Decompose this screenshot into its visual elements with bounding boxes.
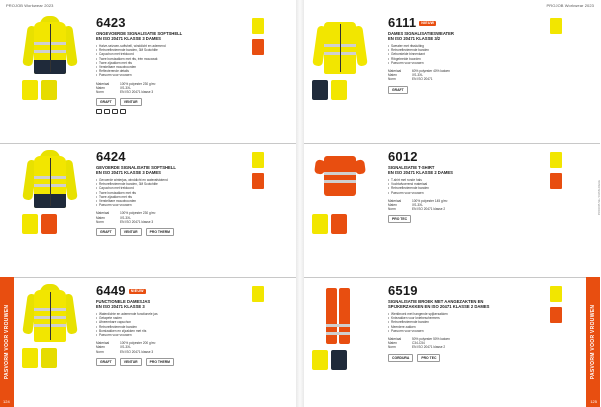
feature-item: • Reflecterende details [96, 69, 246, 73]
product-title-1: ONGEVOERDE SIGNALISATIE SOFTSHELL [96, 31, 183, 36]
product-title-2: EN ISO 20471 KLASSE 3 [96, 304, 145, 309]
graft-logo: GRAFT [96, 358, 116, 366]
product-6012 [304, 144, 600, 278]
dry-clean-icon [120, 109, 126, 114]
sweater-front-illustration [312, 16, 368, 76]
page-number: 125 [590, 399, 597, 404]
certification-logos [388, 86, 538, 94]
product-image [22, 284, 78, 368]
feature-item: • Meerdere zakken [388, 325, 538, 329]
product-image [312, 16, 368, 100]
feature-item: • Retroreflecterende banden, 3M Scotchlite [96, 48, 246, 52]
product-image [22, 16, 78, 100]
no-bleach-icon [104, 109, 110, 114]
thumb-dark [312, 80, 328, 100]
product-number: 6111 NIEUW [388, 15, 435, 30]
product-title-2: EN ISO 20471 KLASSE 3 DAMES [96, 170, 161, 175]
graft-logo: GRAFT [96, 98, 116, 106]
feature-list [96, 44, 246, 78]
certification-logos [96, 98, 246, 106]
vertical-note: PROJOB.SE / CATALOGUE [597, 180, 601, 216]
feature-list [388, 44, 538, 65]
feature-item: • Twee zijzakken met rits [96, 195, 246, 199]
wash-icon [96, 109, 102, 114]
swatch-yellow [252, 152, 264, 168]
product-title-1: GEVOERDE SIGNALISATIE SOFTSHELL [96, 165, 176, 170]
feature-item: • Werkbroek met hangende spijkerzakken [388, 312, 538, 316]
feature-item: • Ribgebreide boorden [388, 57, 538, 61]
thumb-dark [331, 350, 347, 370]
feature-item: • Getapete naden [96, 316, 246, 320]
feature-item: • Sweater met ritssluiting [388, 44, 538, 48]
feature-item: • Twee zijzakken met rits [96, 61, 246, 65]
feature-item: • Geborstelde binnenkant [388, 52, 538, 56]
feature-list [96, 178, 246, 207]
product-title-2: EN ISO 20471 KLASSE 2 DAMES [388, 170, 453, 175]
product-image [312, 284, 368, 370]
product-title-1: FUNCTIONELE DAMESJAS [96, 299, 151, 304]
spec-table: Materiaal 100% polyester 145 g/m² Maten XS-3XL Norm EN ISO 20471 klasse 2 [388, 198, 448, 212]
swatch-yellow [550, 152, 562, 168]
feature-item: • Twee borstzakken met rits [96, 191, 246, 195]
spec-table: Materiaal 100% polyester 230 g/m² Maten XS-3XL Norm EN ISO 20471 klasse 3 [96, 81, 156, 95]
product-6111 [304, 10, 600, 144]
product-6424 [0, 144, 296, 278]
feature-item: • Retroreflecterende banden, 3M Scotchlite [96, 182, 246, 186]
feature-item: • Pasvorm voor vrouwen [388, 191, 538, 195]
feature-list [388, 178, 538, 195]
spec-table: Materiaal 50% polyester 50% katoen Maten C34-C54 Norm EN ISO 20471 klasse 2 [388, 337, 450, 350]
feature-item: • Pasvorm voor vrouwen [96, 203, 246, 207]
spec-table: Materiaal 100% polyester 200 g/m² Maten XS-3XL Norm EN ISO 20471 klasse 3 [96, 341, 156, 354]
color-swatches [550, 286, 588, 328]
feature-item: • Retroreflecterende banden [388, 48, 538, 52]
thumb-yellow [312, 350, 328, 370]
feature-item: • Gevoerde winterjas, winddicht en waterafstotend [96, 178, 246, 182]
thumb-back [331, 80, 347, 100]
feature-item: • Halve-seizoen-softshell, winddicht en ademend [96, 44, 246, 48]
swatch-orange [252, 173, 264, 189]
protec-logo: PRO TEC [417, 354, 440, 362]
graft-logo: GRAFT [96, 228, 116, 236]
certification-logos [388, 354, 538, 362]
product-number: 6424 [96, 149, 126, 164]
page-number: 124 [3, 399, 10, 404]
thumb-back [22, 214, 38, 234]
iron-icon [112, 109, 118, 114]
thumb-orange [41, 214, 57, 234]
product-text [388, 284, 538, 362]
product-image [22, 150, 78, 234]
color-swatches [252, 18, 290, 60]
feature-item: • Pasvorm voor vrouwen [388, 61, 538, 65]
new-badge: NIEUW [421, 21, 435, 26]
product-number: 6519 [388, 283, 418, 298]
color-swatches [550, 18, 588, 39]
feature-item: • Verstelbare mouwboorden [96, 199, 246, 203]
thumb-side [41, 80, 57, 100]
spec-table: Materiaal 60% polyester 40% katoen Maten XS-3XL Norm EN ISO 20471 [388, 69, 450, 82]
jacket-front-illustration [22, 16, 78, 76]
swatch-orange [252, 39, 264, 55]
graft-logo: GRAFT [388, 86, 408, 94]
product-text [96, 16, 246, 114]
product-number: 6449 NIEUW [96, 283, 144, 298]
product-text [388, 16, 538, 94]
swatch-yellow [252, 18, 264, 34]
product-6423 [0, 10, 296, 144]
gutter [296, 0, 304, 407]
cordura-logo: CORDURA [388, 354, 413, 362]
right-page [304, 0, 600, 407]
feature-item: • Capuchon met trekkoord [96, 52, 246, 56]
product-title-2: EN ISO 20471 KLASSE 3 DAMES [96, 36, 161, 41]
feature-item: • Pasvorm voor vrouwen [388, 329, 538, 333]
product-number: 6423 [96, 15, 126, 30]
certification-logos [388, 215, 538, 223]
feature-item: • Capuchon met trekkoord [96, 186, 246, 190]
swatch-orange [550, 307, 562, 323]
feature-list [96, 312, 246, 337]
feature-item: • Afneembare capuchon [96, 320, 246, 324]
section-tab: PASVORM VOOR VROUWEN [0, 277, 14, 407]
feature-item: • T-shirt met ronde hals [388, 178, 538, 182]
product-6519 [304, 278, 600, 407]
feature-item: • Vochtafvoerend materiaal [388, 182, 538, 186]
product-text [96, 150, 246, 236]
protherm-logo: PRO THERM [146, 228, 174, 236]
thumb-back [22, 80, 38, 100]
certification-logos [96, 228, 246, 236]
swatch-orange [550, 173, 562, 189]
jacket-front-illustration [22, 150, 78, 210]
ventur-logo: VENTUR [120, 228, 142, 236]
product-title-2: SPIJKERZAKKEN EN ISO 20471 KLASSE 2 DAMES [388, 304, 490, 309]
feature-item: • Waterdichte en ademende functionele jas [96, 312, 246, 316]
running-head: PROJOB Workwear 2023 [6, 3, 54, 8]
left-page [0, 0, 296, 407]
feature-item: • Borstzakken en zijzakken met rits [96, 329, 246, 333]
ventur-logo: VENTUR [120, 98, 142, 106]
jacket-front-illustration [22, 284, 78, 344]
feature-item: • Kniezakken voor kniebeschermers [388, 316, 538, 320]
swatch-yellow [550, 286, 562, 302]
product-6449 [0, 278, 296, 407]
product-number: 6012 [388, 149, 418, 164]
feature-item: • Pasvorm voor vrouwen [96, 73, 246, 77]
product-text [96, 284, 246, 366]
color-swatches [252, 152, 290, 194]
tshirt-illustration [312, 150, 368, 210]
thumb-yellow [312, 214, 328, 234]
product-image [312, 150, 368, 234]
product-title-1: SIGNALISATIE BROEK MET AANGEZAKTEN EN [388, 299, 484, 304]
thumb-side [41, 348, 57, 368]
feature-item: • Verstelbare mouwboorden [96, 65, 246, 69]
swatch-yellow [252, 286, 264, 302]
feature-item: • Retroreflecterende banden [388, 320, 538, 324]
section-tab: PASVORM VOOR VROUWEN [586, 277, 600, 407]
care-icons [96, 109, 246, 114]
product-title-2: EN ISO 20471 KLASSE 3/2 [388, 36, 441, 41]
spec-table: Materiaal 100% polyester 230 g/m² Maten XS-3XL Norm EN ISO 20471 klasse 3 [96, 211, 156, 224]
feature-list [388, 312, 538, 333]
running-head: PROJOB Workwear 2023 [546, 3, 594, 8]
feature-item: • Pasvorm voor vrouwen [96, 333, 246, 337]
swatch-yellow [550, 18, 562, 34]
protherm-logo: PRO THERM [146, 358, 174, 366]
feature-item: • Retroreflecterende banden [388, 186, 538, 190]
product-text [388, 150, 538, 223]
feature-item: • Twee borstzakken met rits, één mouwzak [96, 57, 246, 61]
color-swatches [252, 286, 290, 307]
color-swatches [550, 152, 588, 194]
trousers-illustration [312, 284, 368, 346]
protec-logo: PRO TEC [388, 215, 411, 223]
product-title-1: SIGNALISATIE T-SHIRT [388, 165, 435, 170]
product-title-1: DAMES SIGNALISATIESWEATER [388, 31, 454, 36]
certification-logos [96, 358, 246, 366]
thumb-orange [331, 214, 347, 234]
thumb-back [22, 348, 38, 368]
ventur-logo: VENTUR [120, 358, 142, 366]
new-badge: NIEUW [130, 289, 144, 294]
feature-item: • Retroreflecterende banden [96, 325, 246, 329]
